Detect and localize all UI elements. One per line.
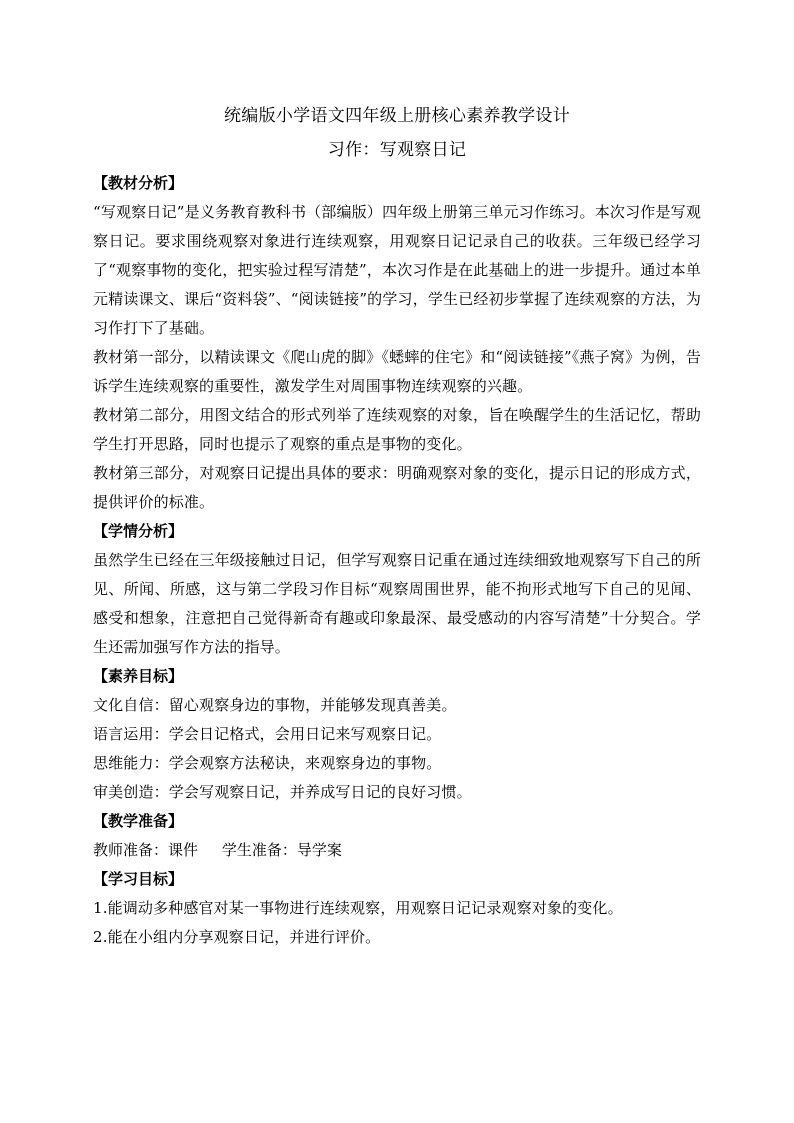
document-title: 统编版小学语文四年级上册核心素养教学设计 <box>224 106 570 126</box>
learning-goal-item: 1.能调动多种感官对某一事物进行连续观察，用观察日记记录观察对象的变化。 <box>93 899 623 917</box>
learner-analysis-paragraph: 虽然学生已经在三年级接触过日记，但学写观察日记重在通过连续细致地观察写下自己的所见、所闻、所感，这与第二学段习作目标“观察周围世界，能不拘形式地写下自己的见闻、感受和想象，注意把自己觉得新奇有趣或印象最深、最受感动的内容写清楚”十分契合。学生还需加强写作方法的指导。 <box>93 551 701 656</box>
section-heading-literacy-goals: 【素养目标】 <box>93 667 184 685</box>
section-heading-teaching-prep: 【教学准备】 <box>93 812 184 830</box>
learning-goal-item: 2.能在小组内分享观察日记，并进行评价。 <box>93 928 381 946</box>
textbook-analysis-paragraph: “写观察日记”是义务教育教科书（部编版）四年级上册第三单元习作练习。本次习作是写观察日记。要求围绕观察对象进行连续观察，用观察日记记录自己的收获。三年级已经学习了“观察事物的变化，把实验过程写清楚”，本次习作是在此基础上的进一步提升。通过本单元精读课文、课后“资料袋”、“阅读链接”的学习，学生已经初步掌握了连续观察的方法，为习作打下了基础。 <box>93 203 701 337</box>
literacy-goal-item: 审美创造：学会写观察日记，并养成写日记的良好习惯。 <box>93 783 472 801</box>
textbook-analysis-paragraph: 教材第二部分，用图文结合的形式列举了连续观察的对象，旨在唤醒学生的生活记忆，帮助学生打开思路，同时也提示了观察的重点是事物的变化。 <box>93 406 701 453</box>
section-heading-learner-analysis: 【学情分析】 <box>93 522 184 540</box>
textbook-analysis-paragraph: 教材第三部分，对观察日记提出具体的要求：明确观察对象的变化，提示日记的形成方式，提供评价的标准。 <box>93 464 701 511</box>
teaching-prep-text: 教师准备：课件 学生准备：导学案 <box>93 841 342 859</box>
textbook-analysis-paragraph: 教材第一部分，以精读课文《爬山虎的脚》《蟋蟀的住宅》和“阅读链接”《燕子窝》为例，告诉学生连续观察的重要性，激发学生对周围事物连续观察的兴趣。 <box>93 348 701 395</box>
document-body <box>93 103 701 952</box>
literacy-goal-item: 思维能力：学会观察方法秘诀，来观察身边的事物。 <box>93 754 442 772</box>
literacy-goal-item: 语言运用：学会日记格式，会用日记来写观察日记。 <box>93 725 442 743</box>
section-heading-textbook-analysis: 【教材分析】 <box>93 174 184 192</box>
literacy-goal-item: 文化自信：留心观察身边的事物，并能够发现真善美。 <box>93 696 457 714</box>
section-heading-learning-goals: 【学习目标】 <box>93 870 184 888</box>
document-subtitle: 习作：写观察日记 <box>327 140 467 160</box>
